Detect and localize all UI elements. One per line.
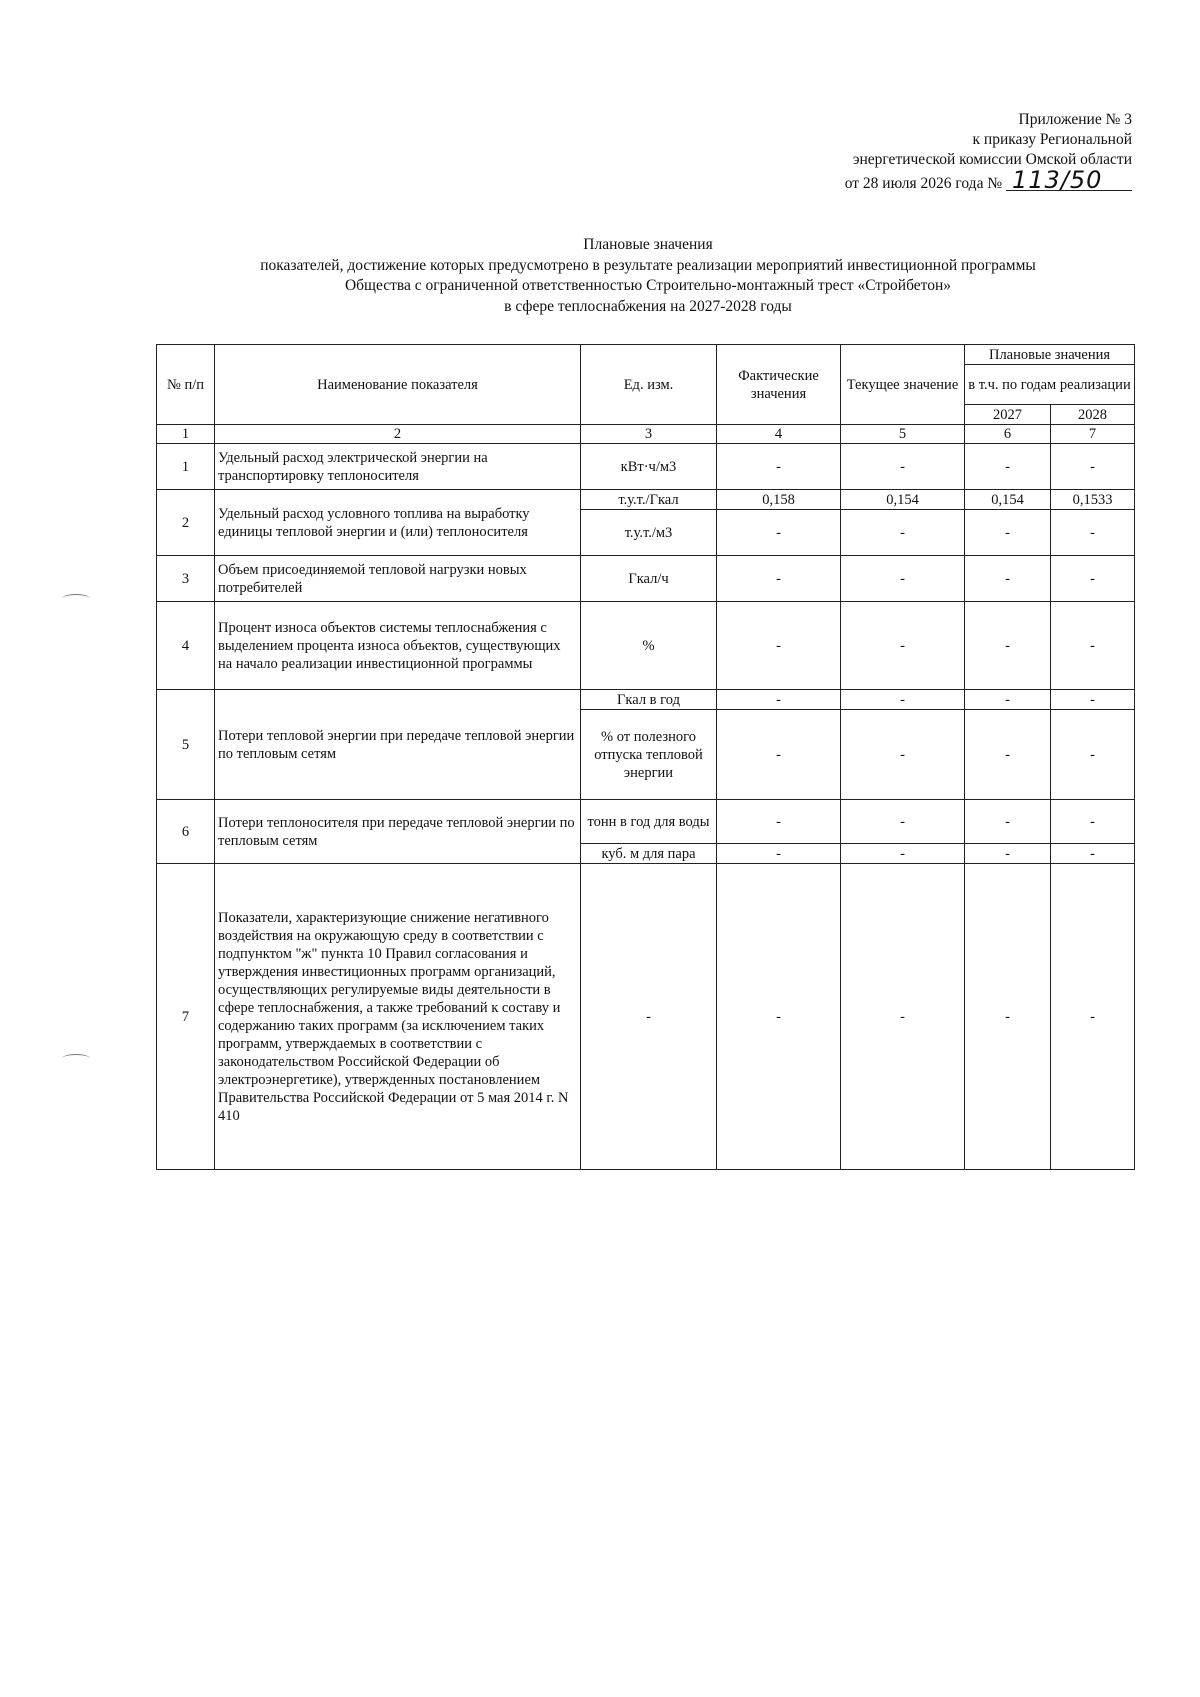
header-planned: Плановые значения <box>965 345 1135 365</box>
header-year-2027: 2027 <box>965 405 1051 425</box>
row-unit: куб. м для пара <box>581 844 717 864</box>
order-date-prefix: от 28 июля 2026 года № <box>844 175 1003 192</box>
col-number: 4 <box>717 425 841 444</box>
header-actual: Фактические значения <box>717 345 841 425</box>
col-number: 7 <box>1051 425 1135 444</box>
row-current: - <box>841 510 965 556</box>
appendix-line-4 <box>844 166 1132 194</box>
row-actual: - <box>717 844 841 864</box>
row-actual: - <box>717 602 841 690</box>
row-num: 3 <box>157 556 215 602</box>
row-current: - <box>841 602 965 690</box>
title-line-4: в сфере теплоснабжения на 2027-2028 годы <box>504 297 792 315</box>
table-row <box>157 444 1135 490</box>
row-current: - <box>841 444 965 490</box>
title-line-2: показателей, достижение которых предусмотрено в результате реализации мероприятий инвестиционной программы <box>260 256 1036 274</box>
row-unit: т.у.т./м3 <box>581 510 717 556</box>
row-actual: - <box>717 444 841 490</box>
row-unit: % <box>581 602 717 690</box>
table-row <box>157 864 1135 1170</box>
indicators-table <box>156 344 1135 1170</box>
row-unit: Гкал в год <box>581 690 717 710</box>
row-name: Показатели, характеризующие снижение негативного воздействия на окружающую среду в соответствии с подпунктом "ж" пункта 10 Правил согласования и утверждения инвестиционных программ организаций, осуществляющих регулируемые виды деятельности в сфере теплоснабжения, а также требований к составу и содержанию таких программ (за исключением таких программ, утверждаемых в соответствии с законодательством Российской Федерации об электроэнергетике), утвержденных постановлением Правительства Российской Федерации от 5 мая 2014 г. N 410 <box>215 864 581 1170</box>
header-current: Текущее значение <box>841 345 965 425</box>
row-2028: - <box>1051 690 1135 710</box>
appendix-line-2: к приказу Региональной <box>972 131 1132 148</box>
row-num: 5 <box>157 690 215 800</box>
row-current: - <box>841 556 965 602</box>
row-unit: кВт·ч/м3 <box>581 444 717 490</box>
table-row <box>157 800 1135 844</box>
scan-mark <box>62 1054 90 1063</box>
row-name: Удельный расход электрической энергии на транспортировку теплоносителя <box>215 444 581 490</box>
row-current: - <box>841 844 965 864</box>
row-unit: Гкал/ч <box>581 556 717 602</box>
col-number: 5 <box>841 425 965 444</box>
row-2028: - <box>1051 510 1135 556</box>
row-2027: - <box>965 864 1051 1170</box>
row-current: - <box>841 864 965 1170</box>
row-unit: тонн в год для воды <box>581 800 717 844</box>
row-current: - <box>841 710 965 800</box>
row-2028: - <box>1051 844 1135 864</box>
scan-mark <box>62 594 90 603</box>
row-actual: - <box>717 690 841 710</box>
row-name: Процент износа объектов системы теплоснабжения с выделением процента износа объектов, существующих на начало реализации инвестиционной программы <box>215 602 581 690</box>
table-row <box>157 690 1135 710</box>
table-row <box>157 602 1135 690</box>
row-actual: - <box>717 800 841 844</box>
title-line-3: Общества с ограниченной ответственностью Строительно-монтажный трест «Стройбетон» <box>344 277 952 294</box>
row-actual: - <box>717 710 841 800</box>
row-2028: - <box>1051 864 1135 1170</box>
row-2027: - <box>965 690 1051 710</box>
row-2028: - <box>1051 710 1135 800</box>
header-name: Наименование показателя <box>215 345 581 425</box>
appendix-block <box>845 110 1132 194</box>
row-2028: - <box>1051 800 1135 844</box>
col-number: 2 <box>215 425 581 444</box>
col-number: 3 <box>581 425 717 444</box>
row-name: Удельный расход условного топлива на выработку единицы тепловой энергии и (или) теплоносителя <box>215 490 581 556</box>
row-2027: - <box>965 602 1051 690</box>
row-2028: - <box>1051 556 1135 602</box>
row-current: 0,154 <box>841 490 965 510</box>
row-2027: - <box>965 510 1051 556</box>
row-num: 4 <box>157 602 215 690</box>
row-2028: - <box>1051 444 1135 490</box>
table-row <box>157 490 1135 510</box>
appendix-line-3: энергетической комиссии Омской области <box>852 151 1132 168</box>
column-numbers-row <box>157 425 1135 444</box>
row-2027: - <box>965 556 1051 602</box>
row-current: - <box>841 800 965 844</box>
header-unit: Ед. изм. <box>581 345 717 425</box>
row-num: 7 <box>157 864 215 1170</box>
row-2027: - <box>965 800 1051 844</box>
appendix-line-1: Приложение № 3 <box>1018 111 1132 128</box>
title-line-1: Плановые значения <box>583 236 713 253</box>
row-2028: 0,1533 <box>1051 490 1135 510</box>
row-name: Потери тепловой энергии при передаче тепловой энергии по тепловым сетям <box>215 690 581 800</box>
row-actual: 0,158 <box>717 490 841 510</box>
row-actual: - <box>717 864 841 1170</box>
row-unit: - <box>581 864 717 1170</box>
table-row <box>157 556 1135 602</box>
row-num: 1 <box>157 444 215 490</box>
row-unit: т.у.т./Гкал <box>581 490 717 510</box>
row-num: 6 <box>157 800 215 864</box>
row-current: - <box>841 690 965 710</box>
row-num: 2 <box>157 490 215 556</box>
header-num: № п/п <box>157 345 215 425</box>
col-number: 1 <box>157 425 215 444</box>
row-2027: - <box>965 710 1051 800</box>
row-actual: - <box>717 556 841 602</box>
row-unit: % от полезного отпуска тепловой энергии <box>581 710 717 800</box>
row-actual: - <box>717 510 841 556</box>
row-name: Потери теплоносителя при передаче тепловой энергии по тепловым сетям <box>215 800 581 864</box>
row-2027: - <box>965 444 1051 490</box>
row-name: Объем присоединяемой тепловой нагрузки новых потребителей <box>215 556 581 602</box>
header-by-years: в т.ч. по годам реализации <box>965 365 1135 405</box>
handwritten-order-number: 113/50 <box>1006 170 1132 191</box>
col-number: 6 <box>965 425 1051 444</box>
row-2027: - <box>965 844 1051 864</box>
row-2028: - <box>1051 602 1135 690</box>
row-2027: 0,154 <box>965 490 1051 510</box>
header-year-2028: 2028 <box>1051 405 1135 425</box>
document-title <box>150 235 1146 317</box>
